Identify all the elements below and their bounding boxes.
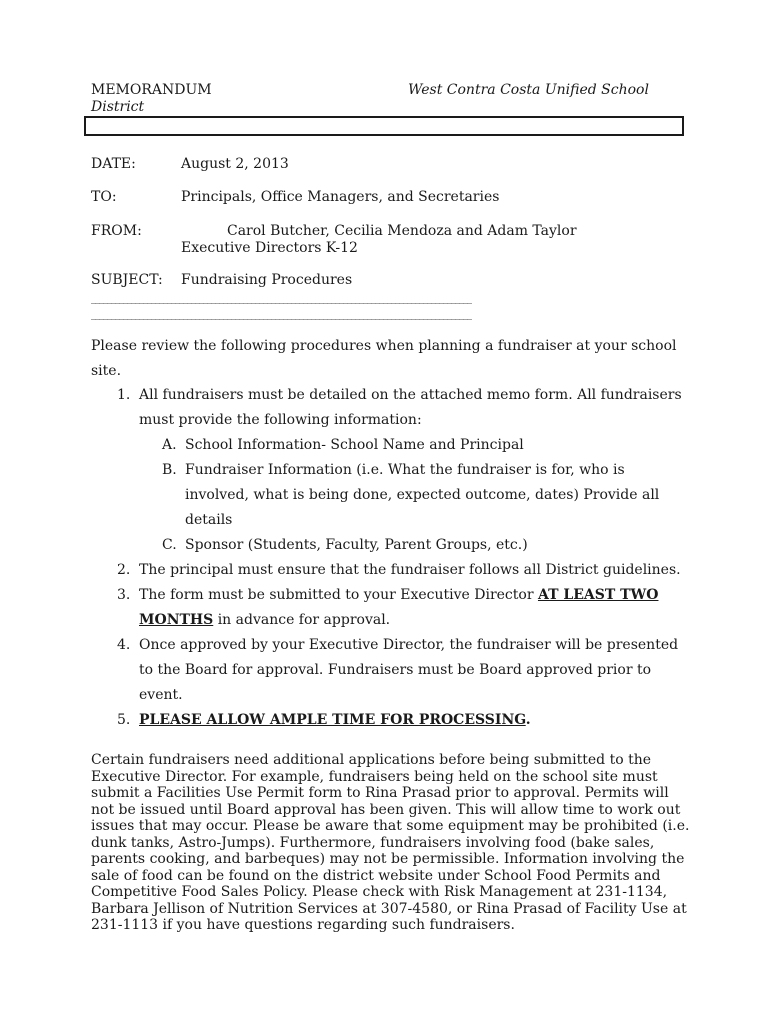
subject-label: SUBJECT: (91, 272, 163, 288)
district-name-continued: District (91, 99, 145, 115)
header-box (84, 116, 684, 136)
district-name: West Contra Costa Unified School (408, 82, 649, 98)
procedures-list (91, 383, 691, 733)
list-item-number: 4. (117, 637, 131, 653)
list-item-text: The form must be submitted to your Executive Director (139, 587, 538, 603)
sublist-item-letter: A. (162, 437, 177, 453)
intro-paragraph: Please review the following procedures when planning a fundraiser at your school site. (91, 338, 677, 379)
subject-value: Fundraising Procedures (181, 272, 353, 288)
sublist-item-letter: B. (162, 462, 177, 478)
sublist-item-text: Sponsor (Students, Faculty, Parent Groups, etc.) (185, 537, 528, 553)
list-item-number: 3. (117, 587, 131, 603)
closing-paragraph: Certain fundraisers need additional applications before being submitted to the Executive Director. For example, fundraisers being held on the school site must submit a Facilities Use Permit form to Rina Prasad prior to approval. Permits will not be issued until Board approval has been given. This will allow time to work out issues that may occur. Please be aware that some equipment may be prohibited (i.e. dunk tanks, Astro-Jumps). Furthermore, fundraisers involving food (bake sales, parents cooking, and barbeques) may not be permissible. Information involving the sale of food can be found on the district website under School Food Permits and Competitive Food Sales Policy. Please check with Risk Management at 231-1134, Barbara Jellison of Nutrition Services at 307-4580, or Rina Prasad of Facility Use at 231-1113 if you have questions regarding such fundraisers. (91, 752, 690, 933)
list-item-text-continued: in advance for approval. (213, 612, 391, 628)
list-item-text: Once approved by your Executive Director, the fundraiser will be presented to the Board for approval. Fundraisers must be Board approved prior to event. (139, 637, 679, 703)
list-item-text-continued: . (525, 712, 531, 728)
list-item-text: All fundraisers must be detailed on the attached memo form. All fundraisers must provide the following information: (139, 387, 682, 428)
to-label: TO: (91, 189, 117, 205)
date-value: August 2, 2013 (181, 156, 289, 172)
list-item-number: 2. (117, 562, 131, 578)
info-sublist (139, 433, 691, 558)
processing-time-emphasis: PLEASE ALLOW AMPLE TIME FOR PROCESSING (139, 712, 526, 728)
list-item (91, 708, 691, 733)
sublist-item (139, 433, 691, 458)
deadline-emphasis: AT LEAST TWO MONTHS (139, 587, 659, 628)
to-value: Principals, Office Managers, and Secretaries (181, 189, 500, 205)
sublist-item-letter: C. (162, 537, 177, 553)
list-item-number: 5. (117, 712, 131, 728)
from-label: FROM: (91, 223, 142, 239)
list-item-text: The principal must ensure that the fundraiser follows all District guidelines. (139, 562, 681, 578)
memorandum-heading: MEMORANDUM (91, 82, 212, 98)
sublist-item (139, 533, 691, 558)
list-item (91, 383, 691, 558)
list-item (91, 583, 691, 633)
from-value-names: Carol Butcher, Cecilia Mendoza and Adam Taylor (227, 223, 577, 239)
sublist-item-text: School Information- School Name and Principal (185, 437, 524, 453)
sublist-item (139, 458, 691, 533)
divider-line-2: _______________________________________________________________________________________________ (91, 309, 471, 320)
list-item (91, 633, 691, 708)
divider-rule (91, 291, 471, 323)
sublist-item-text: Fundraiser Information (i.e. What the fundraiser is for, who is involved, what is being done, expected outcome, dates) Provide all details (185, 462, 660, 528)
date-label: DATE: (91, 156, 136, 172)
from-value-title: Executive Directors K-12 (181, 240, 358, 256)
divider-line-1: _______________________________________________________________________________________________ (91, 293, 471, 304)
list-item (91, 558, 691, 583)
list-item-number: 1. (117, 387, 131, 403)
